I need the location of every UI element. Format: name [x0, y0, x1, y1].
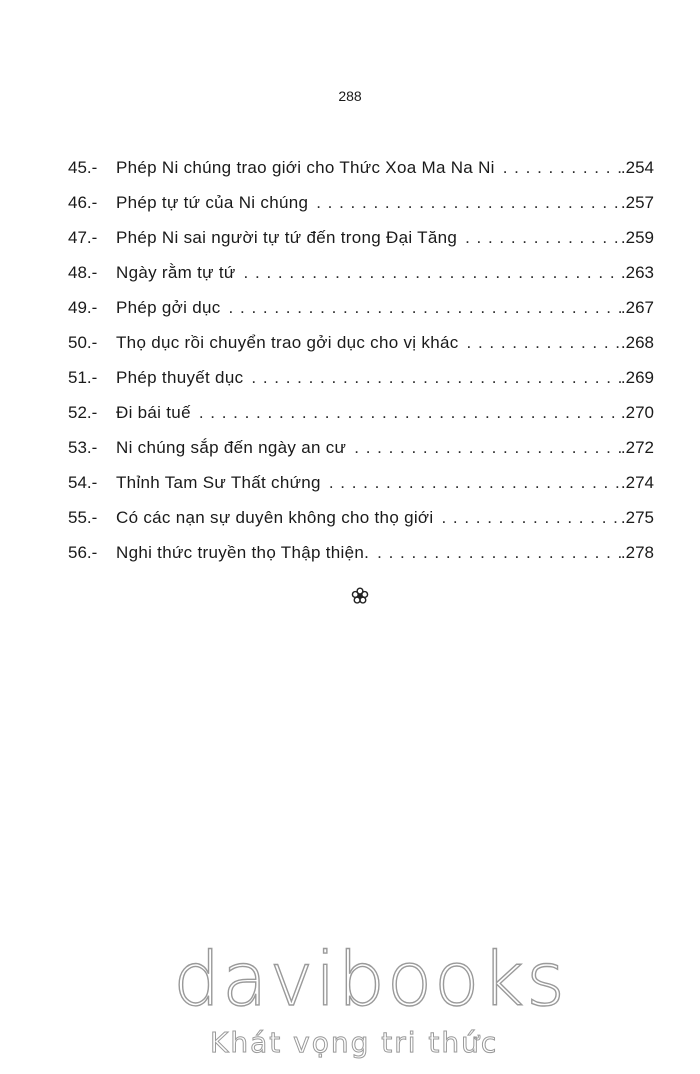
toc-entry-number: 56.- — [68, 543, 98, 562]
page-number: 288 — [338, 88, 362, 104]
toc-entry-number: 45.- — [68, 158, 98, 177]
toc-entry-title: Đi bái tuế — [116, 403, 191, 422]
toc-entry-page: .267 — [620, 298, 654, 317]
toc-entry-title: Phép gởi dục — [116, 298, 221, 317]
toc-entry-title: Phép Ni chúng trao giới cho Thức Xoa Ma Na Ni — [116, 158, 495, 177]
toc-entry-title: Nghi thức truyền thọ Thập thiện. — [116, 543, 370, 562]
dot-leader — [321, 465, 621, 500]
toc-entry-page: .270 — [620, 403, 654, 422]
toc-entry-page: .278 — [620, 543, 654, 562]
toc-entry-title: Phép Ni sai người tự tứ đến trong Đại Tăng — [116, 228, 458, 247]
dot-leader — [495, 150, 621, 185]
toc-entry — [68, 255, 654, 290]
toc-entry-number: 55.- — [68, 508, 98, 527]
toc-entry-page: .254 — [620, 158, 654, 177]
toc-entry-number: 53.- — [68, 438, 98, 457]
toc-entry-title: Ngày rằm tự tứ — [116, 263, 236, 282]
toc-entry-page: .269 — [620, 368, 654, 387]
toc-entry-page: .268 — [620, 333, 654, 352]
toc-entry — [68, 430, 654, 465]
dot-leader — [221, 290, 621, 325]
toc-entry-page: .272 — [620, 438, 654, 457]
toc-entry — [68, 150, 654, 185]
toc-entry — [68, 325, 654, 360]
toc-entry-page: .274 — [620, 473, 654, 492]
dot-leader — [369, 535, 621, 570]
toc-entry-page: .275 — [620, 508, 654, 527]
dot-leader — [433, 500, 620, 535]
toc-entry-number: 46.- — [68, 193, 98, 212]
dot-leader — [457, 220, 621, 255]
toc-entry-title: Thỉnh Tam Sư Thất chứng — [116, 473, 321, 492]
watermark — [0, 935, 700, 1061]
toc-entry — [68, 465, 654, 500]
dot-leader — [308, 185, 621, 220]
dot-leader — [346, 430, 621, 465]
toc-entry — [68, 290, 654, 325]
toc-entry-number: 49.- — [68, 298, 98, 317]
toc-entry-number: 54.- — [68, 473, 98, 492]
dot-leader — [236, 255, 621, 290]
toc-entry — [68, 500, 654, 535]
toc-entry-title: Ni chúng sắp đến ngày an cư — [116, 438, 347, 457]
toc-entry-title: Thọ dục rồi chuyển trao gởi dục cho vị khác — [116, 333, 459, 352]
dot-leader — [191, 395, 621, 430]
flower-ornament-icon — [351, 587, 369, 605]
toc-entry-number: 52.- — [68, 403, 98, 422]
toc-entry — [68, 185, 654, 220]
toc-entry-title: Phép thuyết dục — [116, 368, 244, 387]
toc-entry-title: Phép tự tứ của Ni chúng — [116, 193, 309, 212]
toc-entry — [68, 395, 654, 430]
toc-entry — [68, 220, 654, 255]
toc-entry-page: .259 — [620, 228, 654, 247]
toc-entry-page: .263 — [620, 263, 654, 282]
toc-entry — [68, 535, 654, 570]
toc-entry-page: .257 — [620, 193, 654, 212]
toc-entry-number: 50.- — [68, 333, 98, 352]
watermark-slogan: Khát vọng tri thức — [210, 1026, 499, 1059]
toc-entry — [68, 360, 654, 395]
watermark-brand: davibooks — [173, 937, 567, 1023]
toc-entry-number: 48.- — [68, 263, 98, 282]
dot-leader — [459, 325, 621, 360]
toc-entry-number: 47.- — [68, 228, 98, 247]
toc-entry-number: 51.- — [68, 368, 98, 387]
dot-leader — [243, 360, 621, 395]
toc-entry-title: Có các nạn sự duyên không cho thọ giới — [116, 508, 434, 527]
table-of-contents — [68, 150, 654, 570]
